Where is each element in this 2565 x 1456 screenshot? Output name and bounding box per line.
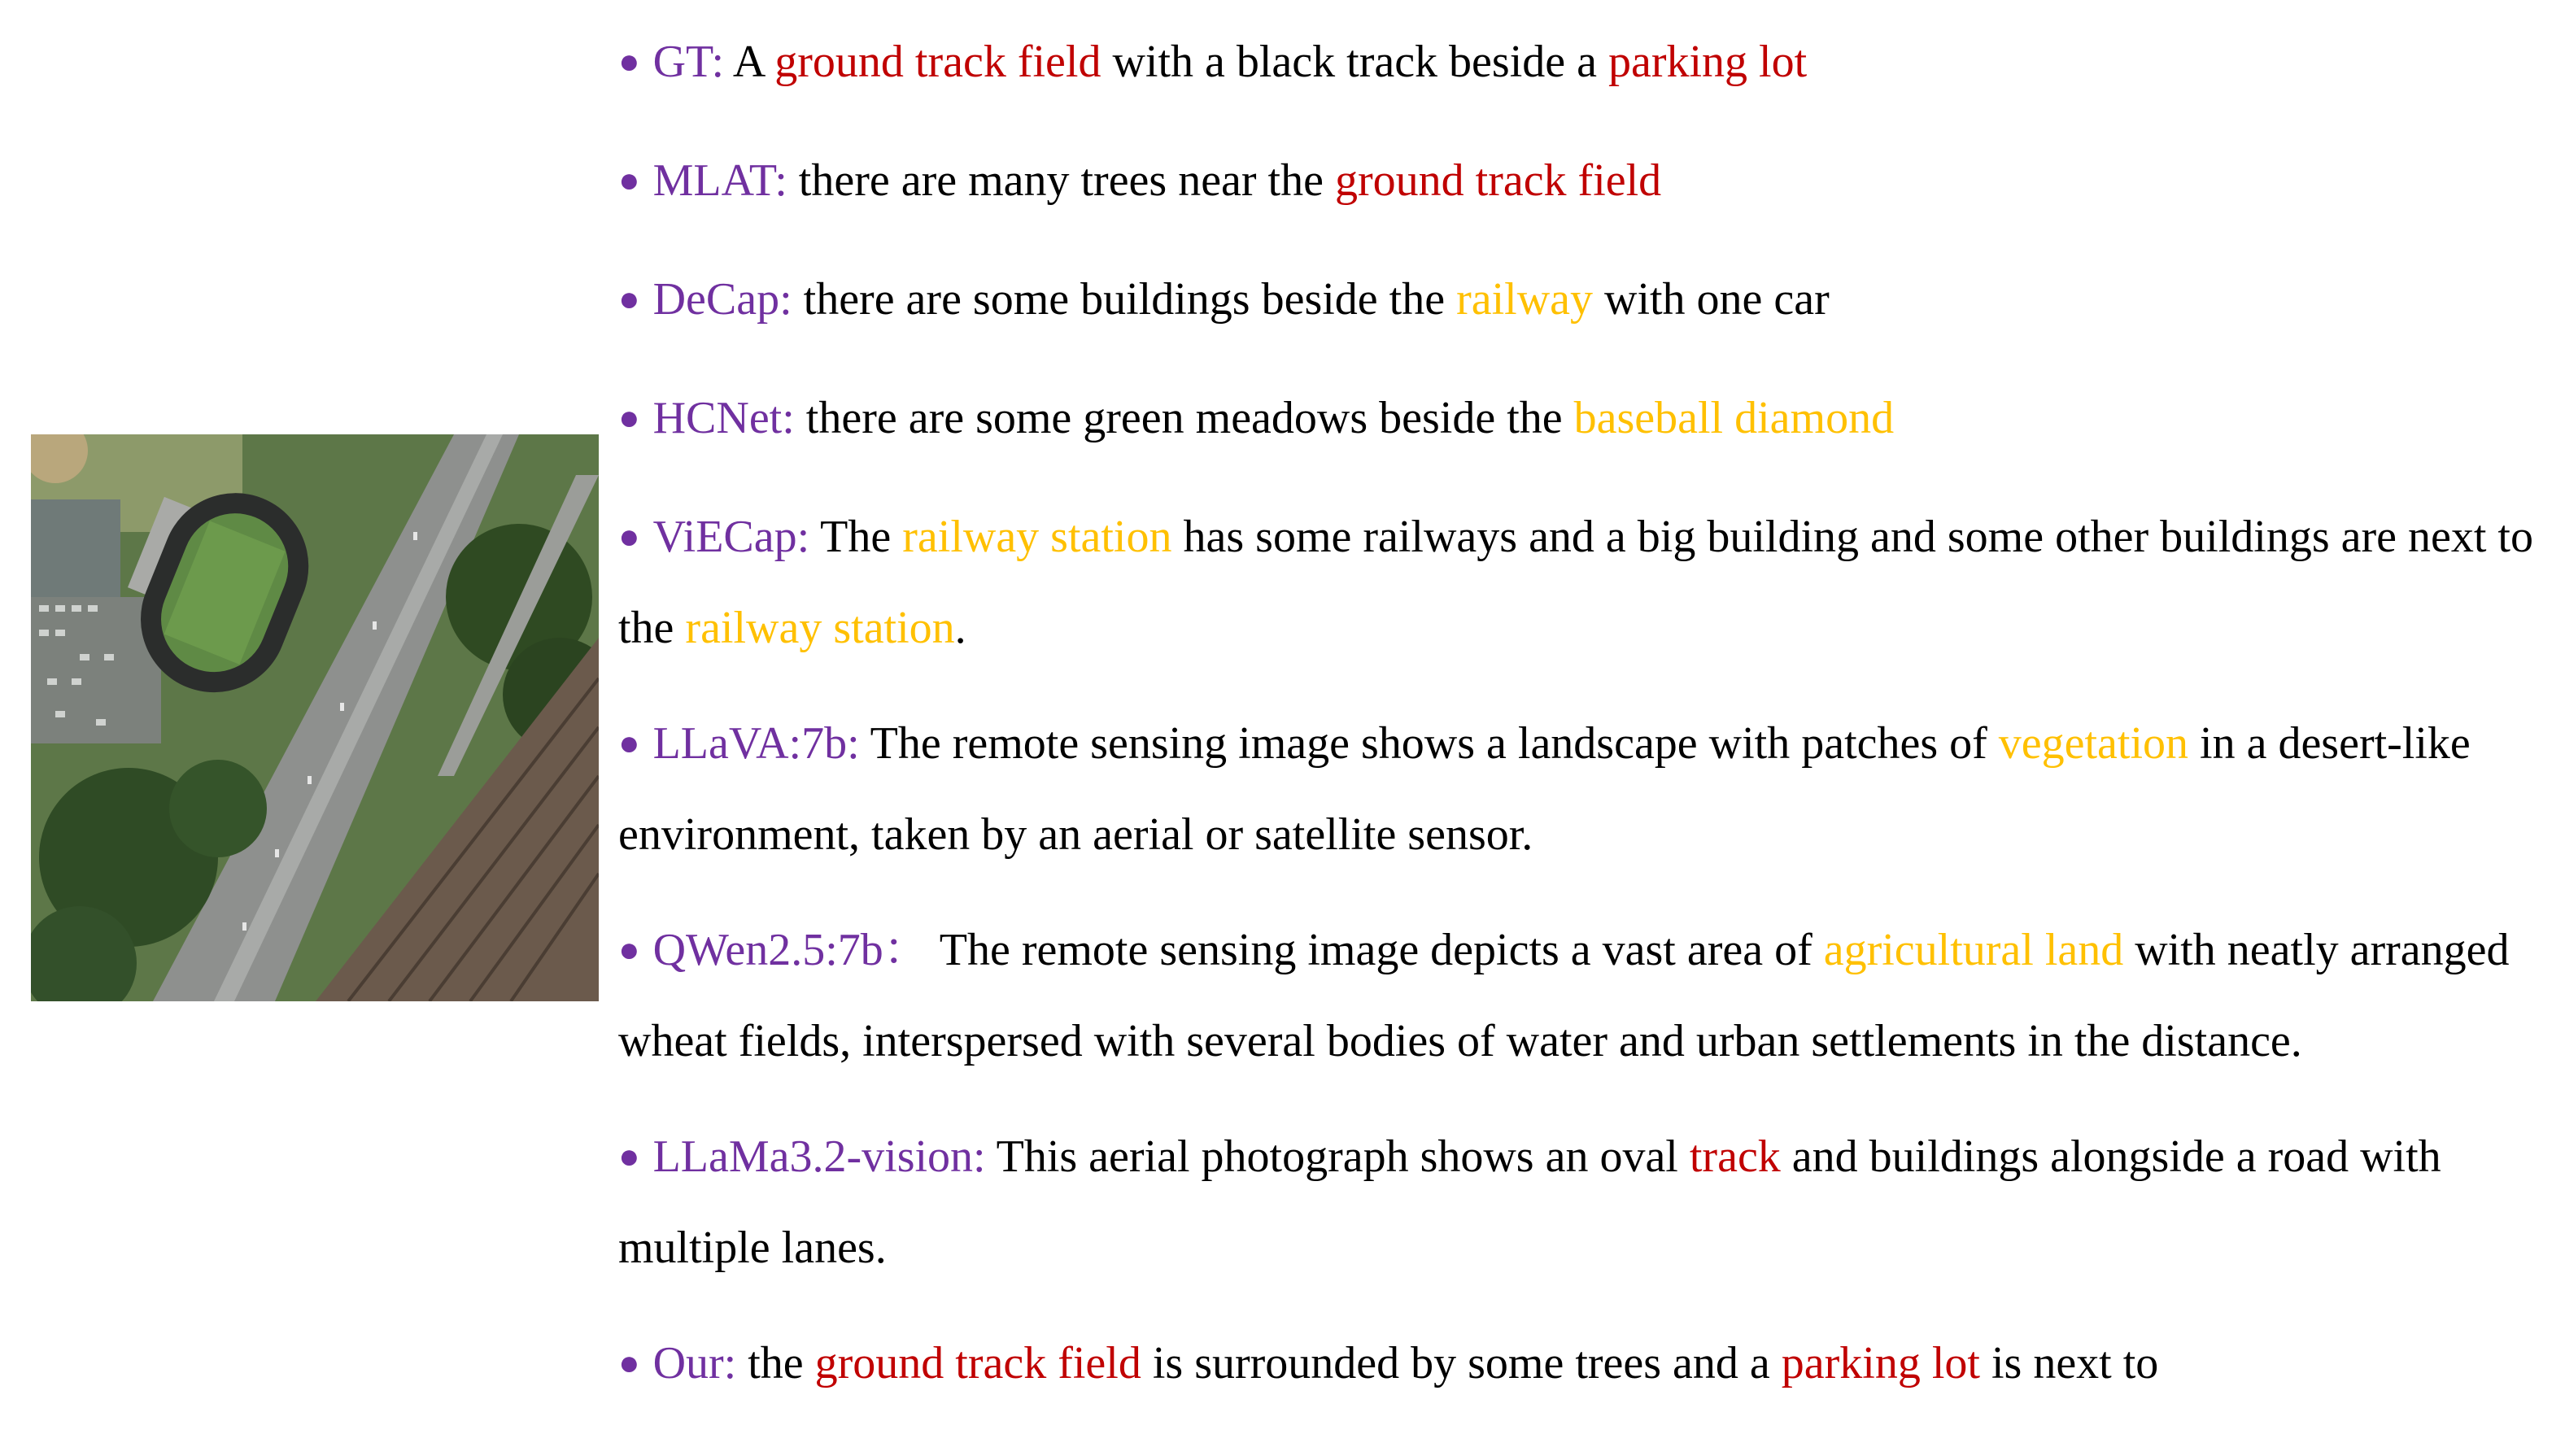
highlighted-term: track (1689, 1131, 1781, 1182)
caption-item (618, 255, 2554, 347)
highlighted-term: railway station (902, 512, 1172, 562)
caption-item (618, 18, 2554, 109)
model-label: MLAT: (652, 155, 787, 206)
bullet-icon: ● (618, 517, 640, 556)
highlighted-term: parking lot (1607, 37, 1808, 87)
caption-item (618, 700, 2554, 878)
caption-text: The remote sensing image depicts a vast area of (928, 925, 1824, 975)
aerial-image-drawing (31, 434, 599, 1001)
caption-item (618, 374, 2554, 465)
caption-text: with one car (1593, 274, 1830, 325)
caption-text: with neatly arranged wheat fields, interspersed with several bodies of water and urban settlements in the distance. (618, 925, 2510, 1066)
highlighted-term: ground track field (814, 1338, 1141, 1388)
caption-item (618, 137, 2554, 228)
caption-text: This aerial photograph shows an oval (985, 1131, 1690, 1182)
caption-item (618, 1319, 2554, 1410)
caption-text: The remote sensing image shows a landscape with patches of (859, 718, 1999, 769)
bullet-icon: ● (618, 398, 640, 438)
bullet-icon: ● (618, 160, 640, 200)
caption-item (618, 906, 2554, 1085)
model-label: Our: (652, 1338, 737, 1388)
model-label: LLaVA:7b: (652, 718, 860, 769)
caption-text: A (724, 37, 775, 87)
highlighted-term: baseball diamond (1573, 393, 1895, 443)
caption-item (618, 1113, 2554, 1292)
caption-text: The (809, 512, 903, 562)
highlighted-term: agricultural land (1823, 925, 2124, 975)
bullet-icon: ● (618, 1136, 640, 1176)
caption-text: . (954, 603, 966, 653)
highlighted-term: vegetation (1998, 718, 2189, 769)
highlighted-term: railway station (685, 603, 955, 653)
bullet-icon: ● (618, 1343, 640, 1383)
bullet-icon: ● (618, 930, 640, 970)
caption-text: with a black track beside a (1101, 37, 1608, 87)
bullet-icon: ● (618, 41, 640, 81)
aerial-image (31, 434, 599, 1001)
caption-list (618, 18, 2554, 1438)
caption-text: the (736, 1338, 815, 1388)
model-label: LLaMa3.2-vision: (652, 1131, 986, 1182)
caption-text: is next to (1979, 1338, 2159, 1388)
highlighted-term: parking lot (1781, 1338, 1980, 1388)
highlighted-term: ground track field (774, 37, 1101, 87)
bullet-icon: ● (618, 723, 640, 763)
bullet-icon: ● (618, 279, 640, 319)
caption-text: there are some green meadows beside the (794, 393, 1574, 443)
caption-text: in a desert-like environment, taken by an aerial or satellite sensor. (618, 718, 2471, 860)
model-label: ViECap: (652, 512, 810, 562)
model-label: DeCap: (652, 274, 792, 325)
caption-text: there are some buildings beside the (792, 274, 1457, 325)
model-label: HCNet: (652, 393, 795, 443)
caption-text: and buildings alongside a road with multiple lanes. (618, 1131, 2441, 1273)
model-label: QWen2.5:7b： (652, 925, 929, 975)
model-label: GT: (652, 37, 724, 87)
caption-text: there are many trees near the (787, 155, 1335, 206)
caption-text: is surrounded by some trees and a (1141, 1338, 1782, 1388)
highlighted-term: railway (1456, 274, 1593, 325)
highlighted-term: ground track field (1334, 155, 1662, 206)
caption-text: has some railways and a big building and some other buildings are next to the (618, 512, 2533, 653)
caption-item (618, 493, 2554, 672)
